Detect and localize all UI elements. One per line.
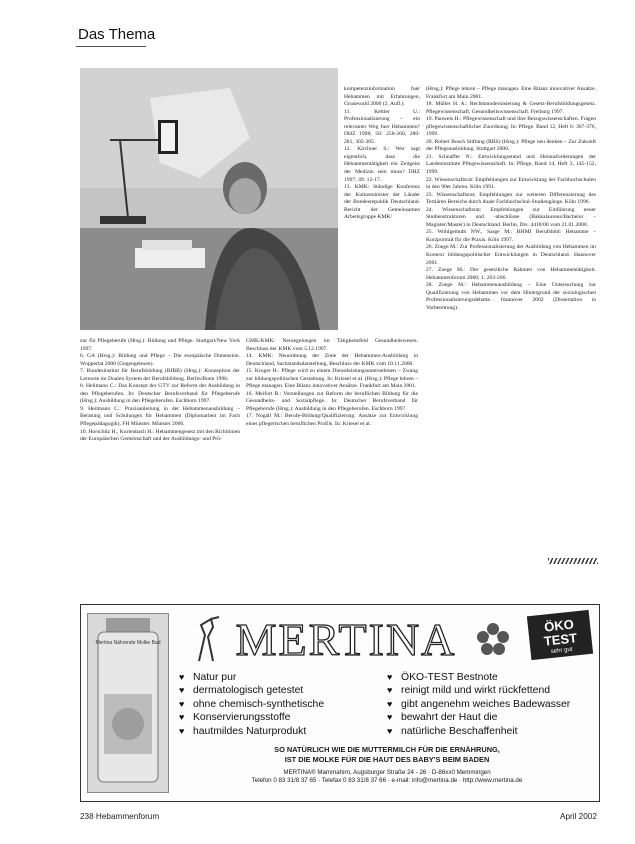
badge-subtitle: sehr gut [550, 646, 573, 656]
claims-right-list [387, 671, 570, 738]
reference-entry: 28. Zoege M.: Hebammenausbildung – Eine Untersuchung zur Qualifizierung von Hebammen vor dem Hintergrund der soziologischen Professionalisierungsdebatte. Hannover 2002 (Dissertation in Vorbereitung). [426, 282, 596, 311]
reference-entry: 8. Heilmann C.: Das Konzept der GTV zur Reform der Ausbildung in den Pflegeberufen. In: Deutscher Berufsverband für Pflegeberufe (Hrsg.): Ausbildung in den Pflegeberufen. Eschborn 1997. [80, 383, 240, 405]
ad-contact [177, 769, 597, 785]
article-column-narrow [344, 86, 420, 338]
reference-entry: zur für Pflegeberufe (Hrsg.): Bildung und Pflege. Stuttgart/New York 1997. [80, 338, 240, 352]
claim-item: ♥ ohne chemisch-synthetische [179, 698, 324, 711]
article-end-marks [548, 558, 598, 564]
mertina-logo: MERTINA [235, 614, 457, 665]
reference-entry: 17. Nogall M.: Berufe-Bildung/Qualifizierung: Ansätze zur Entwicklung eines pflegerischen beruflichen Profils. In: Kriesel et al. [246, 413, 418, 428]
article-column-1 [80, 338, 240, 588]
article-photo [80, 68, 338, 330]
reference-entry: 22. Wissenschaftsrat: Empfehlungen zur Entwicklung der Fachhochschulen in den 90er Jahren. Köln 1991. [426, 176, 596, 191]
reference-entry: 26. Zoege M.: Zur Professionalisierung der Ausbildung von Hebammen im Kontext bildungspolitischer Entwicklungen in Deutschland. Hannover 2001. [426, 244, 596, 266]
reference-entry: 9. Heilmann C.: Praxisanleitung in der Hebammenausbildung – Beratung und Schulungen für Hebammen (Diplomarbeit im Fach Pflegepädagogik), FH Münster. Münster 2000. [80, 405, 240, 428]
ad-slogan [177, 745, 597, 764]
claim-item: ♥ hautmildes Naturprodukt [179, 725, 324, 738]
flower-icon [473, 619, 513, 659]
reference-entry: 6. GA (Hrsg.): Bildung und Pflege – Die europäische Dimension. Wuppertal 2000 (Gegengelesen). [80, 353, 240, 367]
reference-entry: 7. Bundesinstitut für Berufsbildung (BIBB) (Hrsg.): Konzeption der Lernorte im Dualen System der Berufsbildung. Berlin/Bonn 1996. [80, 368, 240, 382]
slogan-line: IST DIE MOLKE FÜR DIE HAUT DES BABY'S BEIM BADEN [284, 754, 490, 764]
mertina-advertisement [80, 604, 600, 802]
reference-entry: 13. KMK: Ständige Konferenz der Kultusminister der Länder der Bundesrepublik Deutschland. Bericht der Gemeinsamen Arbeitsgruppe KMK/ [344, 184, 420, 221]
page-footer-left: 238 Hebammenforum [80, 812, 160, 821]
reference-entry: 25. Wohlgemuth NW., Sarge M.: BHMI Berufsbild: Hebamme – Kurzportrait für die Praxis. Köln 1997. [426, 229, 596, 243]
reference-entry: 23. Wissenschaftsrat: Empfehlungen zur weiteren Differenzierung des Tertiären Bereichs durch duale Fachhochschul-Studiengänge. Köln 1996. [426, 191, 596, 206]
company-address: MERTINA® Mammahirn, Augsburger Straße 24 - 26 · D-86xx0 Memmingen [283, 769, 491, 776]
reference-entry: 14. KMK: Neuordnung der Ziele der Hebammen-Ausbildung in Deutschland, Sachstandsdarstellung, Beschluss der KMK vom 10.11.2000. [246, 353, 418, 367]
reference-entry: 20. Robert Bosch Stiftung (RBS) (Hrsg.): Pflege neu denken – Zur Zukunft der Pflegeausbildung. Stuttgart 2000. [426, 138, 596, 153]
claims-left-list [179, 671, 324, 738]
oeko-test-badge [527, 610, 593, 660]
reference-entry: 10. Horschitz H., Kurtenbach H.: Hebammengesetz mit den Richtlinien der Europäischen Gemeinschaft und der Ausbildungs- und Prü- [80, 428, 240, 443]
title-underline [76, 46, 146, 47]
slogan-line: SO NATÜRLICH WIE DIE MUTTERMILCH FÜR DIE ERNÄHRUNG, [274, 745, 500, 754]
reference-entry: (Hrsg.): Pflege lehren – Pflege managen. Eine Bilanz innovativer Ansätze. Frankfurt am Main 2001. [426, 86, 596, 100]
badge-title: ÖKO TEST [543, 616, 578, 649]
reference-entry: GMK/KMK: Neuregelungen im Tätigkeitsfeld Gesundheitswesen. Beschluss der KMK vom 5.12.1997. [246, 338, 418, 352]
section-title: Das Thema [78, 26, 156, 43]
stork-icon [191, 615, 221, 663]
reference-entry: 18. Müller H. A.: Rechtsmodernisierung & Gesetz-Berufsbildungsgesetz. Pflegewissenschaft, Gesundheitswissenschaft. Freiburg 1997. [426, 101, 596, 115]
claim-item: ♥ ÖKO-TEST Bestnote [387, 671, 570, 684]
reference-entry: 16. Meifort B.: Vorstellungen zur Reform der beruflichen Bildung für die Gesundheits- und Sozialpflege. In: Deutscher Berufsverband für Pflegeberufe (Hrsg.): Ausbildung in den Pflegeberufen. Eschborn 1997. [246, 390, 418, 412]
reference-entry: kompetenzinformation fuer Hebammen mit Erfahrungen, Grunewald 2000 (2. Aufl.). [344, 86, 420, 108]
reference-entry: 11. Kettler U.: Professionalisierung – ein relevanter Weg fuer Hebammen? DHZ 1998; 50: 258-260, 280-281, 302-305. [344, 108, 420, 145]
reference-entry: 27. Zoege M.: Der gesetzliche Rahmen von Hebammentätigkeit. Hebammenforum 2000; 1: 263-266. [426, 267, 596, 281]
claim-item: ♥ natürliche Beschaffenheit [387, 725, 570, 738]
company-contact: Telefon 0 83 31/8 37 65 · Telefax 0 83 31/8 37 66 · e-mail: info@mertina.de · http://www.mertina.de [251, 777, 523, 784]
claim-item: ♥ Natur pur [179, 671, 324, 684]
claim-item: ♥ Konservierungsstoffe [179, 711, 324, 724]
reference-entry: 19. Pauwels H.: Pflegewissenschaft und ihre Bezugswissenschaften. Fragen pflegewissenschaftlicher Zuordnung. In: Pflege. Band 12, Heft 6: 367-376, 1999. [426, 116, 596, 138]
product-bottle-image [87, 613, 169, 793]
article-column-2 [246, 338, 418, 588]
claim-item: ♥ dermatologisch getestet [179, 684, 324, 697]
reference-entry: 12. Kirchner S.: Wer sagt eigentlich, dass die Hebammentätigkeit ein Zeitgeist der Medizin sein muss? DHZ 1997; 49: 12-17. [344, 146, 420, 183]
reference-entry: 15. Kruger H.: Pflege wird zu einem Dienstleistungsunternehmen – Zwang zur bildungspolitischen Gestaltung. In: Kriesel et al. (Hrsg.): Pflege lehren – Pflege managen. Eine Bilanz innovativer Ansätze. Frankfurt am Main 2001. [246, 368, 418, 390]
article-column-3 [426, 86, 596, 560]
claim-item: ♥ bewahrt der Haut die [387, 711, 570, 724]
reference-entry: 21. Schnaffer N.: Entwicklungsstand und Herausforderungen der Landesinstitute Pflegewissenschaft. In: Pflege, Band 14, Heft 3, 145-152, 1999. [426, 153, 596, 176]
page-footer-right: April 2002 [560, 812, 597, 821]
bottle-label: Mertina Nährende Molke Bad [95, 640, 161, 646]
photo-illustration [80, 68, 338, 330]
reference-entry: 24. Wissenschaftsrat: Empfehlungen zur Einführung neuer Studienstrukturen und -abschlüsse (Bakkalaureus/Bachelor – Magister/Master) in Deutschland. Berlin, Drs. 4418/00 vom 21.01.2000. [426, 206, 596, 228]
claim-item: ♥ reinigt mild und wirkt rückfettend [387, 684, 570, 697]
claim-item: ♥ gibt angenehm weiches Badewasser [387, 698, 570, 711]
